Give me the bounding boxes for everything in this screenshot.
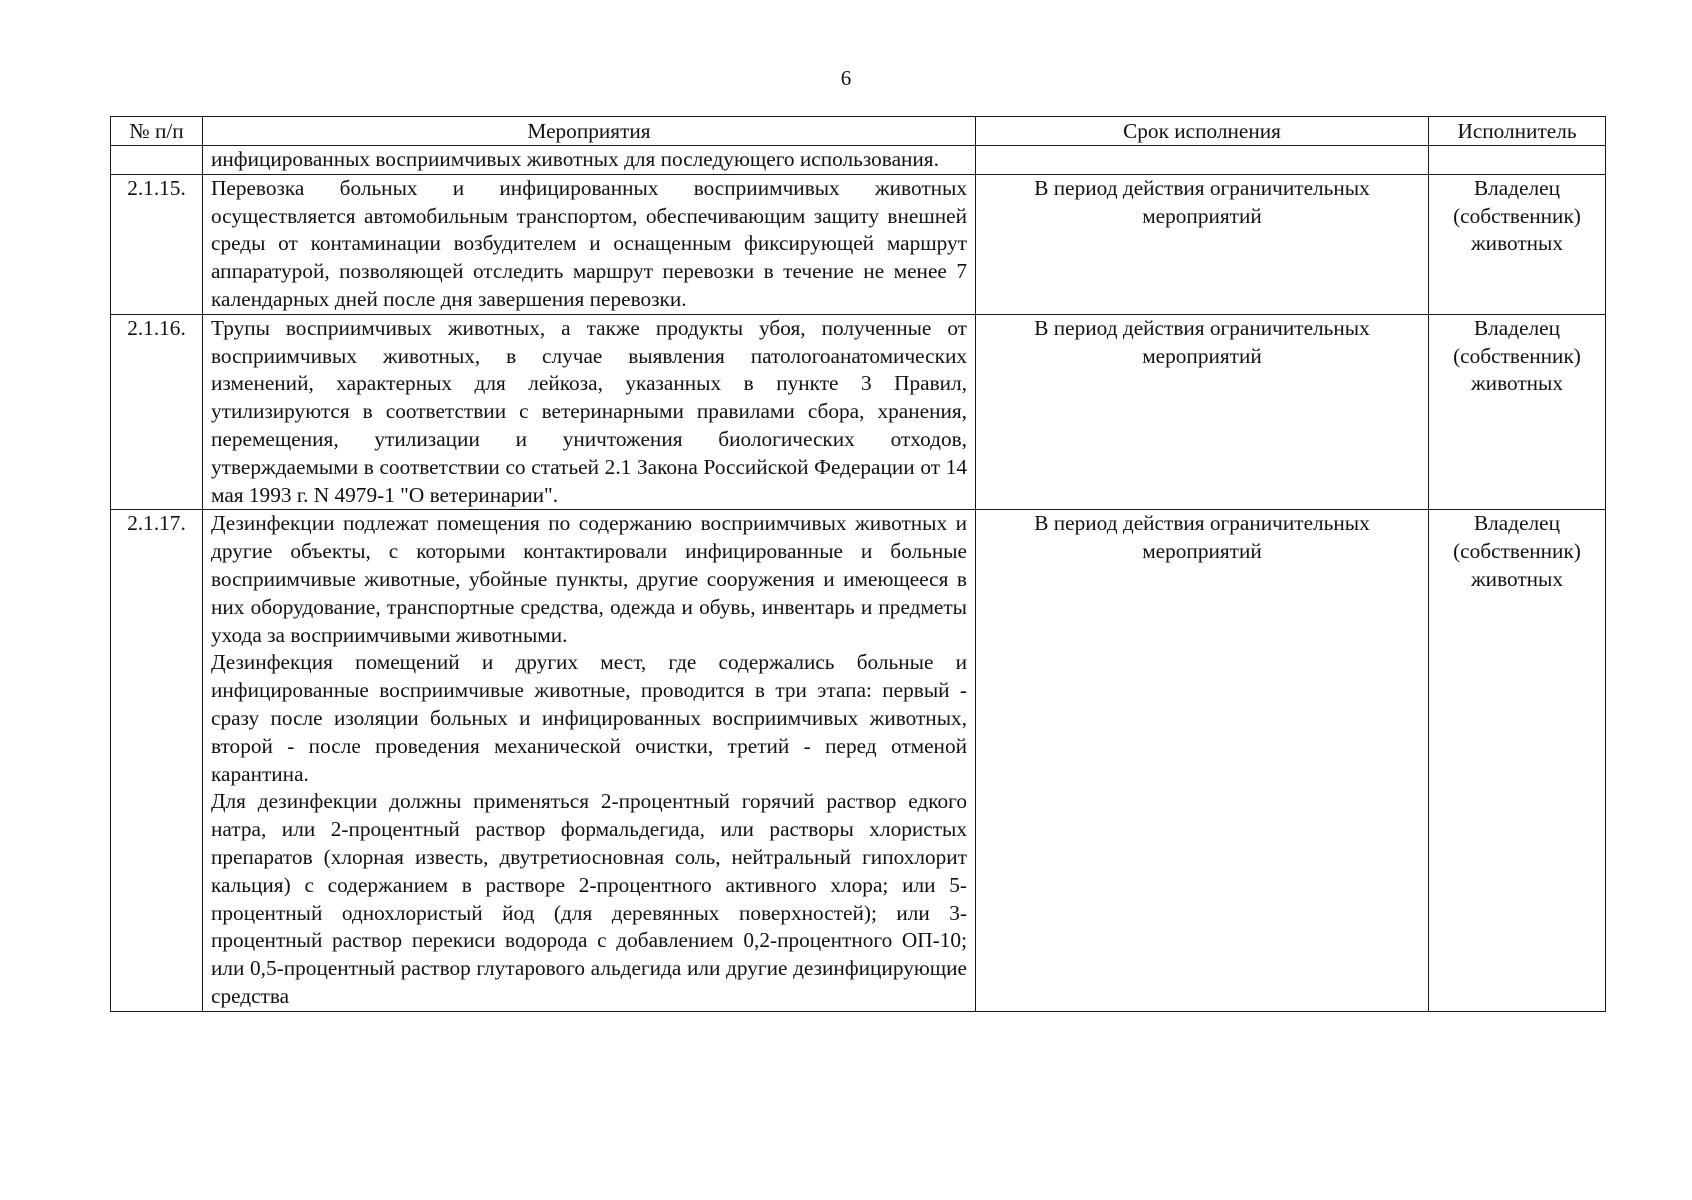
table-row (111, 174, 1606, 314)
row-deadline (976, 146, 1429, 175)
deadline-text: В период действия ограничительных мероприятий (1034, 175, 1370, 228)
row-deadline (976, 314, 1429, 510)
measures-table (110, 116, 1606, 1012)
executor-text: Владелец (собственник) животных (1453, 511, 1581, 591)
row-measure (203, 174, 976, 314)
measure-paragraph: Для дезинфекции должны применяться 2-процентный горячий раствор едкого натра, или 2-процентный раствор формальдегида, или растворы хлористых препаратов (хлорная известь, двутретиосновная соль, нейтральный гипохлорит кальция) с содержанием в растворе 2-процентного активного хлора; или 5-процентный однохлористый йод (для деревянных поверхностей); или 3-процентный раствор перекиси водорода с добавлением 0,2-процентного ОП-10; или 0,5-процентный раствор глутарового альдегида или другие дезинфицирующие средства (211, 789, 967, 1008)
header-deadline: Срок исполнения (976, 117, 1429, 146)
row-measure (203, 314, 976, 510)
header-measure: Мероприятия (203, 117, 976, 146)
table-header-row (111, 117, 1606, 146)
measure-paragraph: инфицированных восприимчивых животных для последующего использования. (211, 147, 939, 171)
measure-paragraph: Трупы восприимчивых животных, а также продукты убоя, полученные от восприимчивых животных, в случае выявления патологоанатомических изменений, характерных для лейкоза, указанных в пункте 3 Правил, утилизируются в соответствии с ветеринарными правилами сбора, хранения, перемещения, утилизации и уничтожения биологических отходов, утверждаемыми в соответствии со статьей 2.1 Закона Российской Федерации от 14 мая 1993 г. N 4979-1 "О ветеринарии". (211, 315, 967, 507)
table-row (111, 314, 1606, 510)
row-executor (1429, 146, 1606, 175)
row-measure (203, 146, 976, 175)
measure-paragraph: Дезинфекции подлежат помещения по содержанию восприимчивых животных и другие объекты, с которыми контактировали инфицированные и больные восприимчивые животные, убойные пункты, другие сооружения и имеющееся в них оборудование, транспортные средства, одежда и обувь, инвентарь и предметы ухода за восприимчивыми животными. (211, 511, 967, 647)
executor-text: Владелец (собственник) животных (1453, 315, 1581, 396)
row-number: 2.1.16. (111, 314, 203, 510)
header-num: № п/п (111, 117, 203, 146)
row-number (111, 146, 203, 175)
row-number: 2.1.15. (111, 174, 203, 314)
header-executor: Исполнитель (1429, 117, 1606, 146)
table-row (111, 510, 1606, 1011)
row-deadline (976, 174, 1429, 314)
table-row (111, 146, 1606, 175)
row-executor (1429, 314, 1606, 510)
row-executor (1429, 174, 1606, 314)
row-number: 2.1.17. (111, 510, 203, 1011)
deadline-text: В период действия ограничительных мероприятий (1034, 511, 1370, 564)
executor-text: Владелец (собственник) животных (1453, 175, 1581, 256)
row-measure (203, 510, 976, 1011)
measure-paragraph: Перевозка больных и инфицированных восприимчивых животных осуществляется автомобильным транспортом, обеспечивающим защиту внешней среды от контаминации возбудителем и оснащенным фиксирующей маршрут аппаратурой, позволяющей отследить маршрут перевозки в течение не менее 7 календарных дней после дня завершения перевозки. (211, 175, 967, 311)
page-number: 6 (840, 66, 852, 90)
deadline-text: В период действия ограничительных мероприятий (1034, 315, 1370, 368)
row-deadline (976, 510, 1429, 1011)
measure-paragraph: Дезинфекция помещений и других мест, где содержались больные и инфицированные восприимчивые животные, проводится в три этапа: первый - сразу после изоляции больных и инфицированных восприимчивых животных, второй - после проведения механической очистки, третий - перед отменой карантина. (211, 650, 967, 786)
row-executor (1429, 510, 1606, 1011)
